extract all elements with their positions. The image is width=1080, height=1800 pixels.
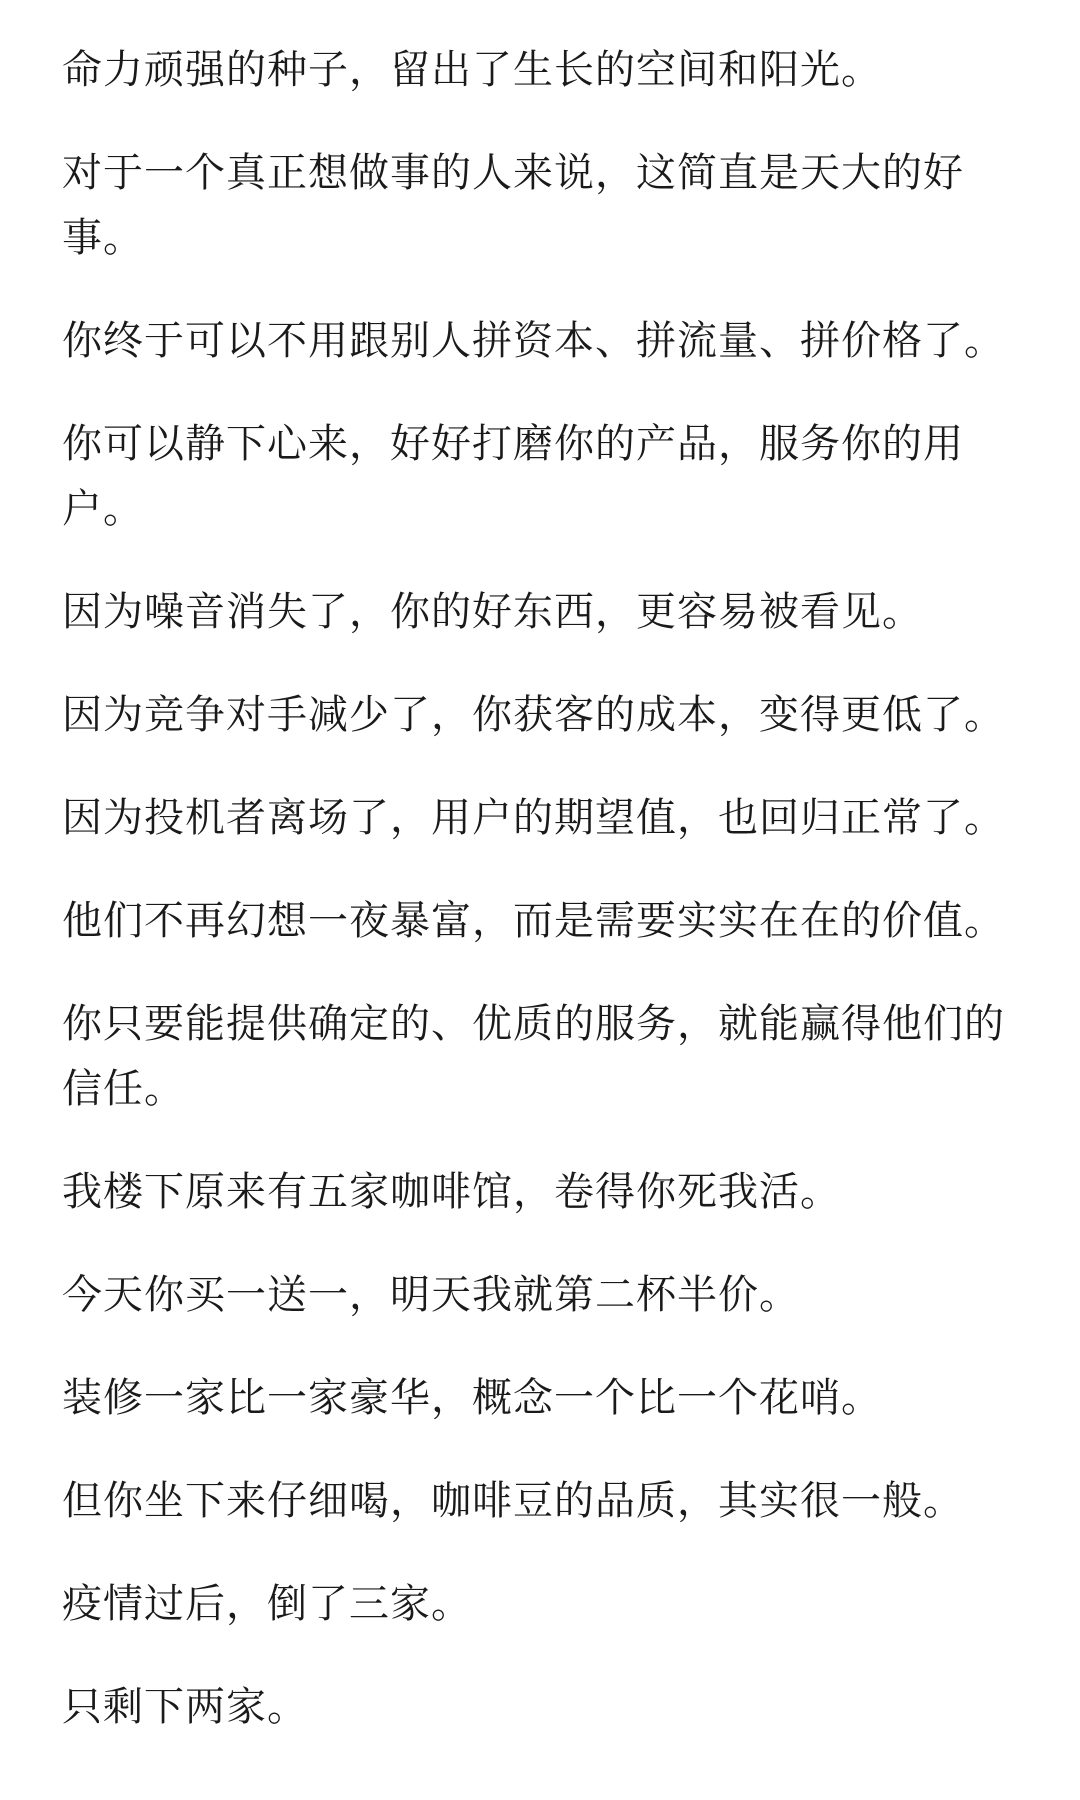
article-body (62, 38, 1032, 1778)
paragraph: 因为噪音消失了，你的好东西，更容易被看见。 (62, 589, 923, 635)
paragraph: 只剩下两家。 (62, 1684, 308, 1730)
paragraph: 今天你买一送一，明天我就第二杯半价。 (62, 1272, 800, 1318)
paragraph: 疫情过后，倒了三家。 (62, 1581, 472, 1627)
paragraph: 你只要能提供确定的、优质的服务，就能赢得他们的信任。 (62, 1001, 1005, 1112)
paragraph: 因为竞争对手减少了，你获客的成本，变得更低了。 (62, 692, 1005, 738)
paragraph: 因为投机者离场了，用户的期望值，也回归正常了。 (62, 795, 1005, 841)
paragraph: 对于一个真正想做事的人来说，这简直是天大的好事。 (62, 150, 964, 261)
paragraph: 装修一家比一家豪华，概念一个比一个花哨。 (62, 1375, 882, 1421)
paragraph: 你终于可以不用跟别人拼资本、拼流量、拼价格了。 (62, 318, 1005, 364)
paragraph: 命力顽强的种子，留出了生长的空间和阳光。 (62, 47, 882, 93)
paragraph: 他们不再幻想一夜暴富，而是需要实实在在的价值。 (62, 898, 1005, 944)
paragraph: 我楼下原来有五家咖啡馆，卷得你死我活。 (62, 1169, 841, 1215)
paragraph: 但你坐下来仔细喝，咖啡豆的品质，其实很一般。 (62, 1478, 964, 1524)
paragraph: 你可以静下心来，好好打磨你的产品，服务你的用户。 (62, 421, 964, 532)
